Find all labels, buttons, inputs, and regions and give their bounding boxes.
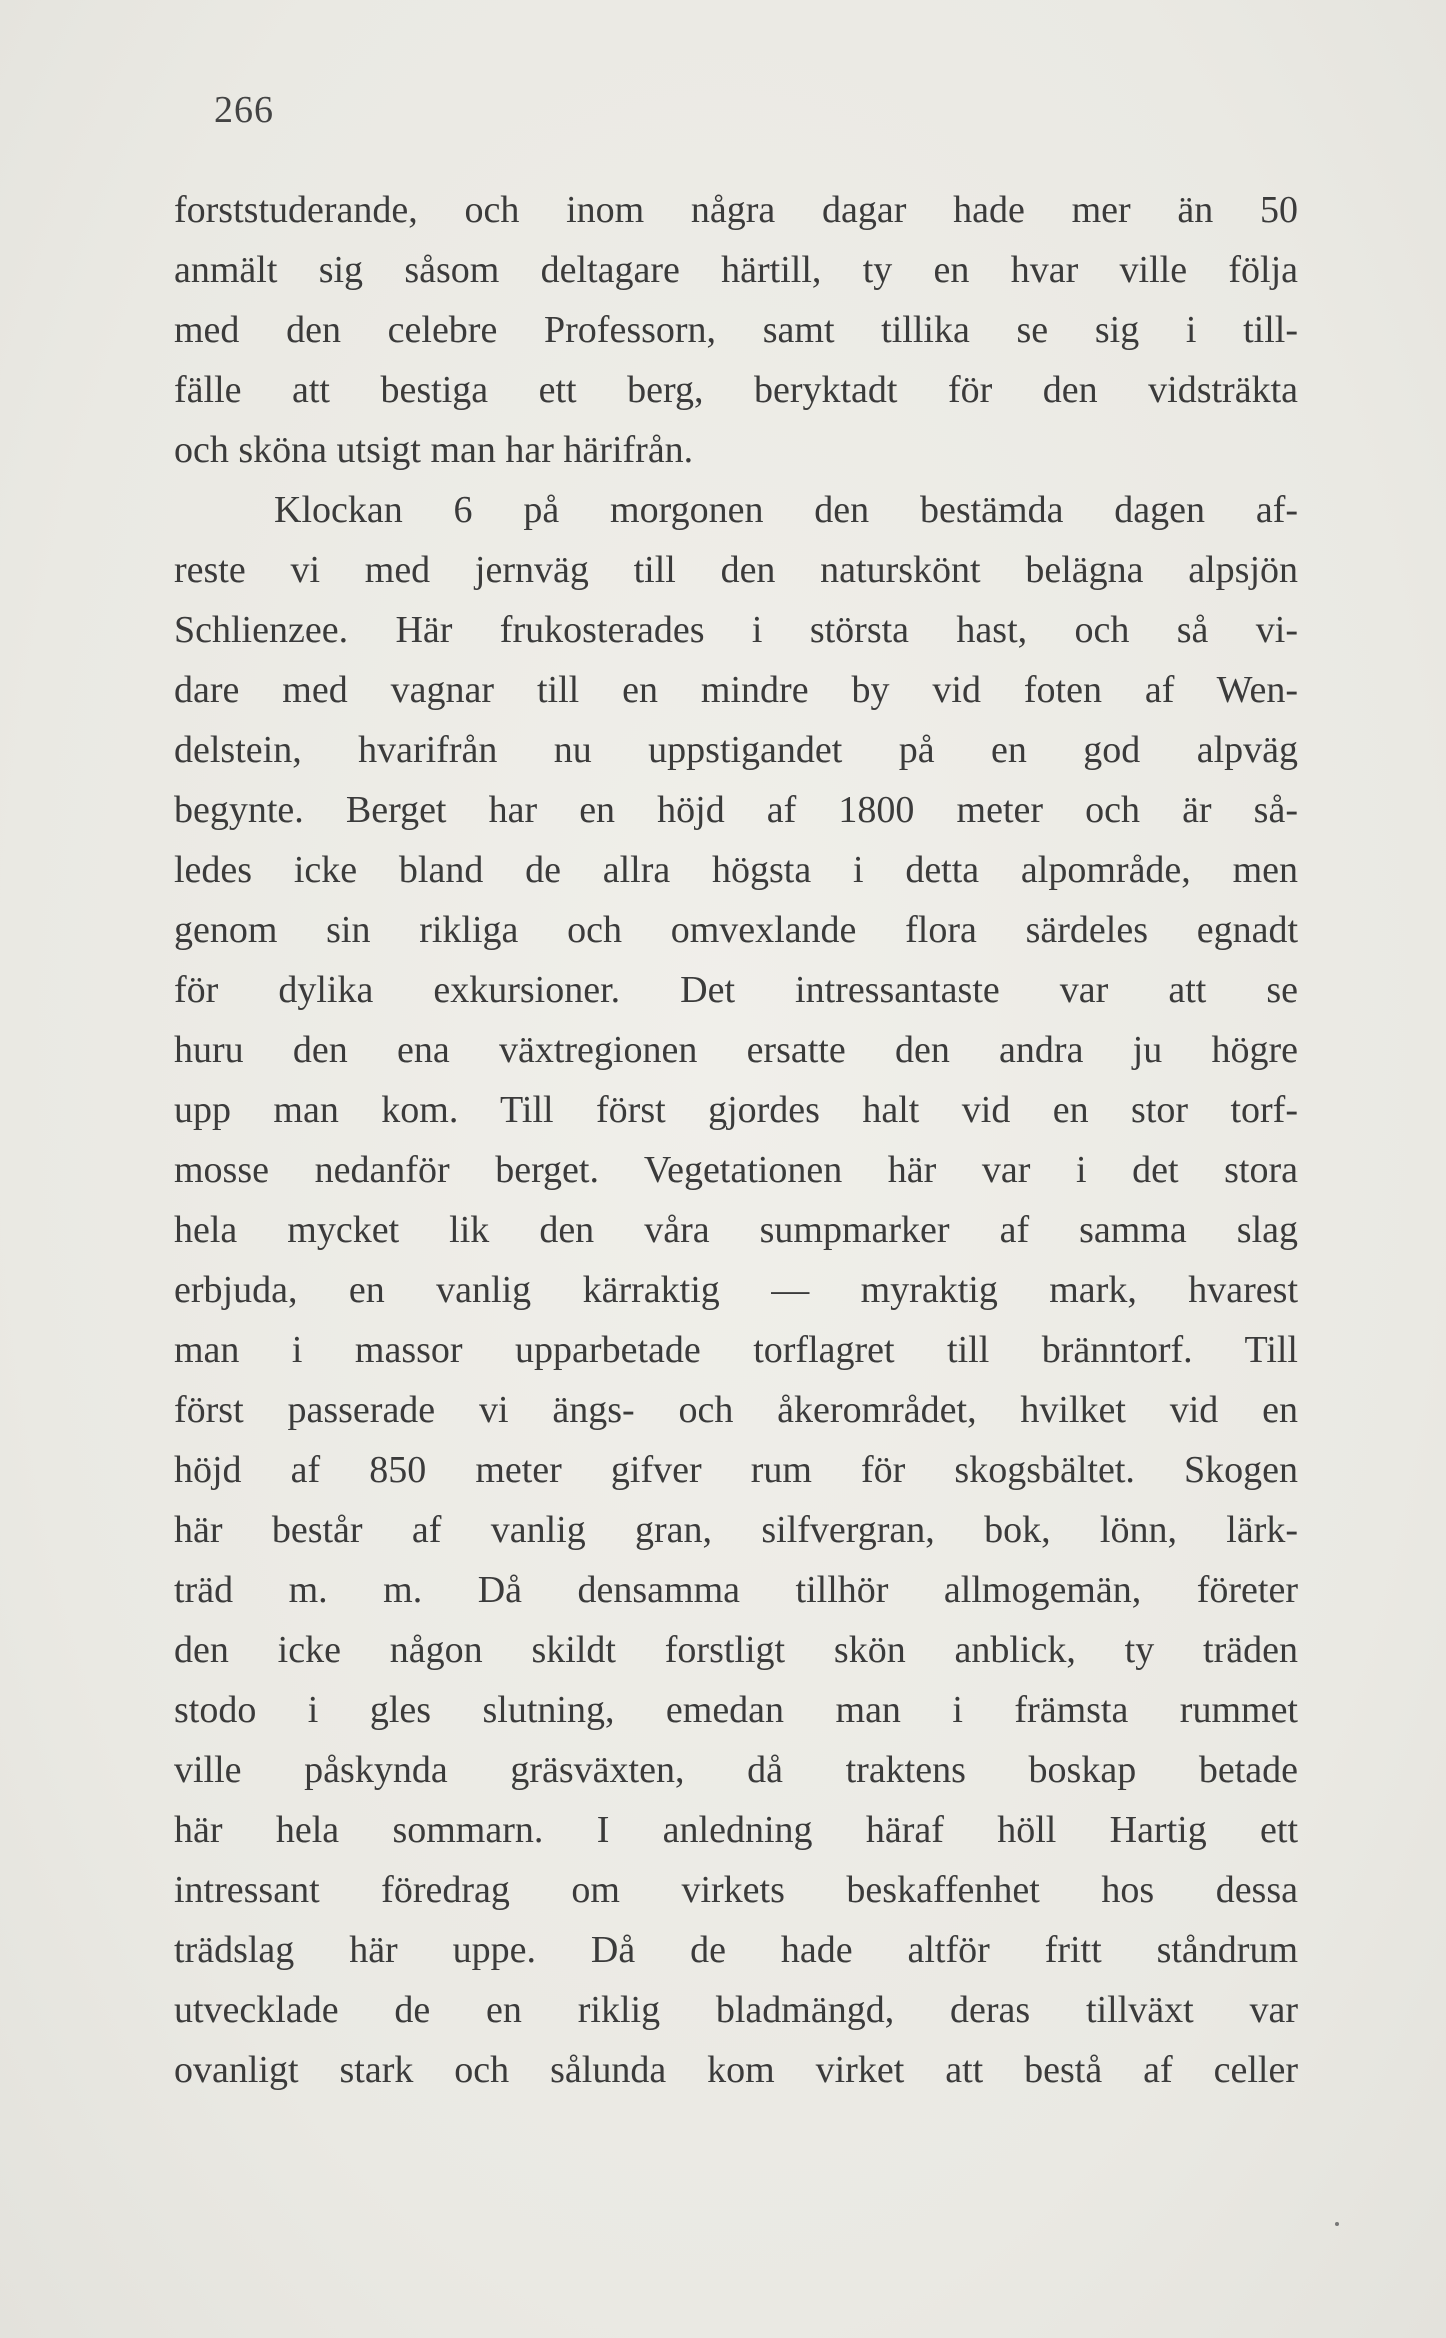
text-line: ledes icke bland de allra högsta i detta alpområde, men (174, 849, 1298, 891)
text-line: reste vi med jernväg till den naturskönt belägna alpsjön (174, 549, 1298, 591)
text-line: man i massor upparbetade torflagret till bränntorf. Till (174, 1329, 1298, 1371)
text-line: upp man kom. Till först gjordes halt vid en stor torf- (174, 1089, 1298, 1131)
text-line: ovanligt stark och sålunda kom virket att bestå af celler (174, 2049, 1298, 2091)
text-line: mosse nedanför berget. Vegetationen här var i det stora (174, 1149, 1298, 1191)
text-line: dare med vagnar till en mindre by vid foten af Wen- (174, 669, 1298, 711)
text-line: intressant föredrag om virkets beskaffenhet hos dessa (174, 1869, 1298, 1911)
body-text (174, 180, 1298, 2100)
text-line: här består af vanlig gran, silfvergran, bok, lönn, lärk- (174, 1509, 1298, 1551)
text-line: forststuderande, och inom några dagar hade mer än 50 (174, 189, 1298, 231)
text-line: anmält sig såsom deltagare härtill, ty en hvar ville följa (174, 249, 1298, 291)
text-line: hela mycket lik den våra sumpmarker af samma slag (174, 1209, 1298, 1251)
text-line: Schlienzee. Här frukosterades i största hast, och så vi- (174, 609, 1298, 651)
text-line: för dylika exkursioner. Det intressantaste var att se (174, 969, 1298, 1011)
text-line: trädslag här uppe. Då de hade altför fritt ståndrum (174, 1929, 1298, 1971)
text-line: den icke någon skildt forstligt skön anblick, ty träden (174, 1629, 1298, 1671)
text-line: träd m. m. Då densamma tillhör allmogemän, företer (174, 1569, 1298, 1611)
text-line: huru den ena växtregionen ersatte den andra ju högre (174, 1029, 1298, 1071)
text-line: fälle att bestiga ett berg, beryktadt för den vidsträkta (174, 369, 1298, 411)
text-line: delstein, hvarifrån nu uppstigandet på en god alpväg (174, 729, 1298, 771)
text-line: genom sin rikliga och omvexlande flora särdeles egnadt (174, 909, 1298, 951)
text-line: ville påskynda gräsväxten, då traktens boskap betade (174, 1749, 1298, 1791)
text-line: stodo i gles slutning, emedan man i främsta rummet (174, 1689, 1298, 1731)
text-line: begynte. Berget har en höjd af 1800 meter och är så- (174, 789, 1298, 831)
text-line: erbjuda, en vanlig kärraktig — myraktig mark, hvarest (174, 1269, 1298, 1311)
text-line: och sköna utsigt man har härifrån. (174, 429, 694, 471)
text-line: utvecklade de en riklig bladmängd, deras tillväxt var (174, 1989, 1298, 2031)
page-number: 266 (214, 89, 274, 131)
text-line: Klockan 6 på morgonen den bestämda dagen af- (274, 489, 1298, 531)
paper-speck (1335, 2222, 1339, 2226)
text-line: med den celebre Professorn, samt tillika se sig i till- (174, 309, 1298, 351)
text-line: höjd af 850 meter gifver rum för skogsbältet. Skogen (174, 1449, 1298, 1491)
text-line: först passerade vi ängs- och åkerområdet, hvilket vid en (174, 1389, 1298, 1431)
text-line: här hela sommarn. I anledning häraf höll Hartig ett (174, 1809, 1298, 1851)
